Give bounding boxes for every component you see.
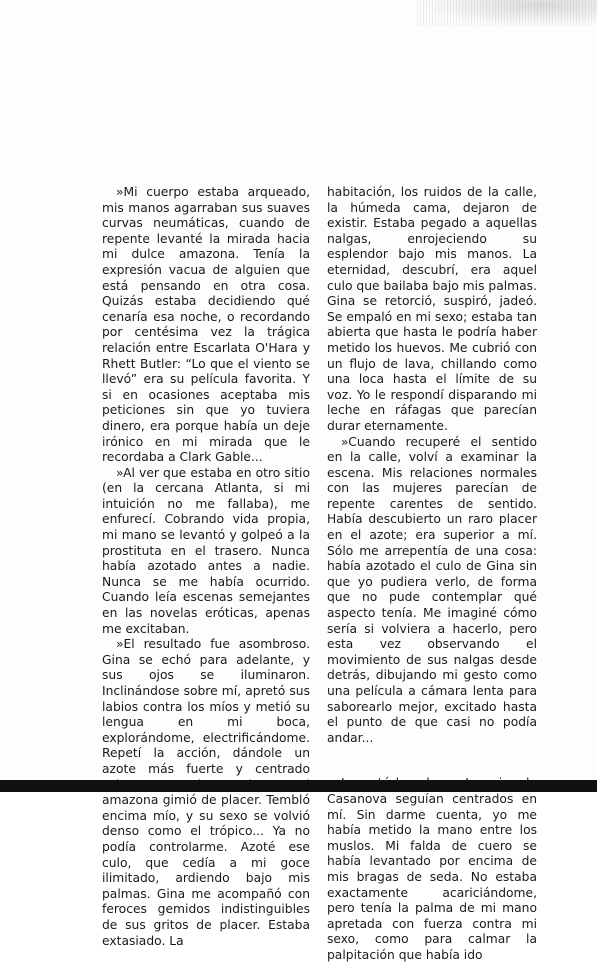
right-text-column [327,185,537,964]
paragraph: Casanova seguían centrados en mí. Sin darme cuenta, yo me había metido la mano entre los muslos. Mi falda de cuero se había levantado por encima de mis bragas de seda. No estaba exactamente acariciándome, pero tenía la palma de mi mano apretada con fuerza contra mi sexo, como para calmar la palpitación que había ido [327,791,537,962]
paragraph: »El resultado fue asombroso. Gina se echó para adelante, y sus ojos se iluminaron. Inclinándose sobre mí, apretó sus labios contra los míos y metió su lengua en mi boca, explorándome, electrificándome. Repetí la acción, dándole un azote más fuerte y centrado amazona gimió de placer. Tembló encima mío, y su sexo se volvió denso como el trópico... Ya no podía controlarme. Azoté ese culo, que cedía a mi goce ilimitado, ardiendo bajo mis palmas. Gina me acompañó con feroces gemidos indistinguibles de sus gritos de placer. Estaba extasiado. La [102,637,310,948]
section-break [327,746,537,776]
paragraph-continued: habitación, los ruidos de la calle, la húmeda cama, dejaron de existir. Estaba pegado a aquellas nalgas, enrojeciendo su esplendor bajo mis manos. La eternidad, descubrí, era aquel culo que bailaba bajo mis palmas. Gina se retorció, suspiró, jadeó. Se empaló en mi sexo; estaba tan abierta que hasta le podría haber metido los huevos. Me cubrió con un flujo de lava, chillando como una loca hasta el límite de su voz. Yo le respondí disparando mi leche en ráfagas que parecían durar eternamente. [327,185,537,433]
paragraph: »Al ver que estaba en otro sitio (en la cercana Atlanta, si mi intuición no me fallaba), me enfurecí. Cobrando vida propia, mi mano se levantó y golpeó a la prostituta en el trasero. Nunca había azotado antes a nadie. Nunca se me había ocurrido. Cuando leía escenas semejantes en las novelas eróticas, apenas me excitaban. [102,465,310,636]
paragraph: »Mi cuerpo estaba arqueado, mis manos agarraban sus suaves curvas neumáticas, cuando de repente levanté la mirada hacia mi dulce amazona. Tenía la expresión vacua de alguien que está pensando en otra cosa. Quizás estaba decidiendo qué cenaría esa noche, o recordando por centésima vez la trágica relación entre Escarlata O'Hara y Rhett Butler: “Lo que el viento se llevó” era su película favorita. Y si en ocasiones aceptaba mis peticiones sin que yo tuviera dinero, era porque había un deje irónico en mi mirada que le recordaba a Clark Gable... [102,185,310,465]
paragraph: »Cuando recuperé el sentido en la calle, volví a examinar la escena. Mis relaciones normales con las mujeres parecían de repente carentes de sentido. Había descubierto un raro placer en el azote; era superior a mí. Sólo me arrepentía de una cosa: había azotado el culo de Gina sin que yo pudiera verlo, de forma que no pude contemplar qué aspecto tenía. Me imaginé cómo sería si volviera a hacerlo, pero esta vez observando el movimiento de sus nalgas desde detrás, dibujando mi gesto como una película a cámara lenta para saborearlo mejor, excitado hasta el punto de que casi no podía andar... [327,434,537,745]
left-text-column [102,185,310,949]
scan-bottom-edge [0,780,597,792]
scan-smudge [417,0,597,26]
